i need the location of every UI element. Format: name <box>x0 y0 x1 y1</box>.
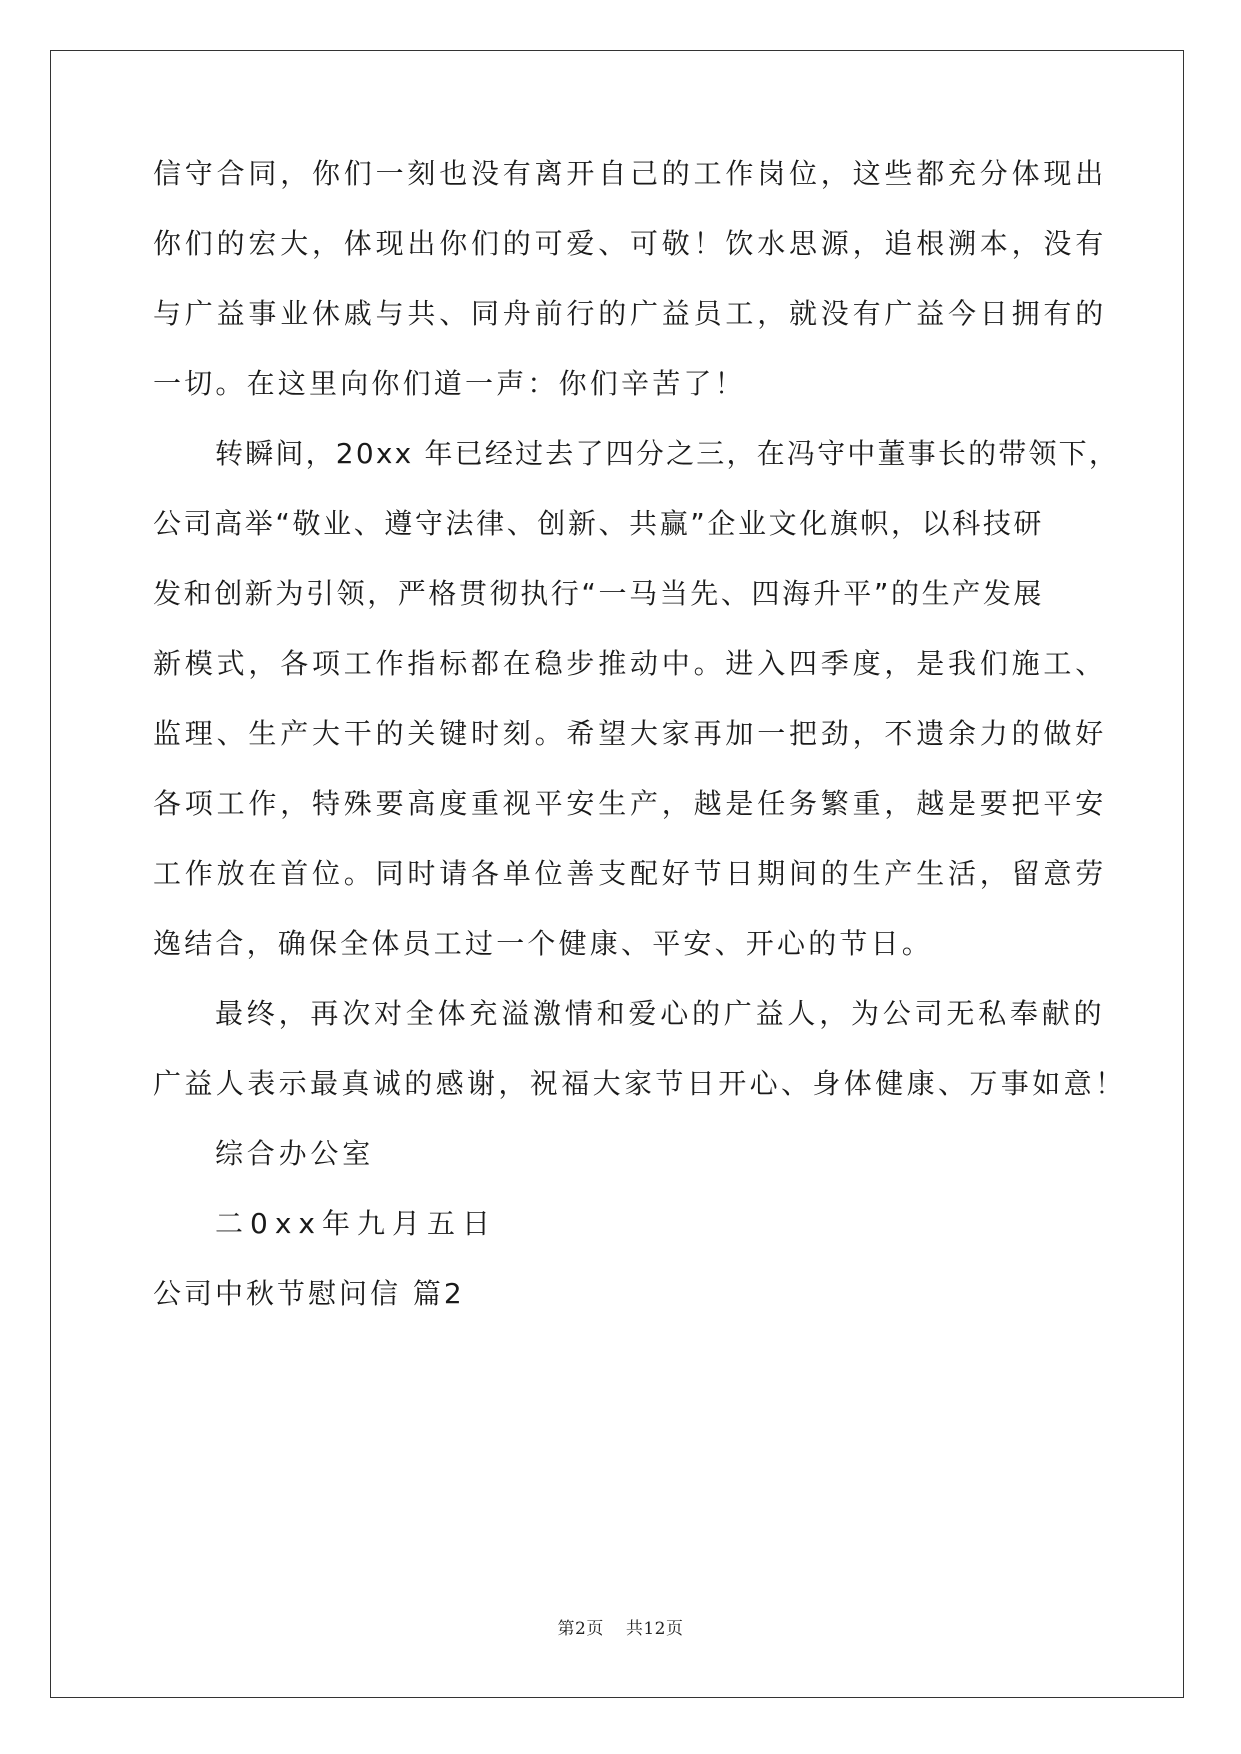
body-line-1: 信守合同，你们一刻也没有离开自己的工作岗位，这些都充分体现出 <box>153 157 1108 190</box>
signature-date: 二0xx年九月五日 <box>215 1207 497 1240</box>
body-line-13: 最终，再次对全体充溢激情和爱心的广益人，为公司无私奉献的 <box>215 997 1106 1030</box>
signature-department: 综合办公室 <box>215 1137 375 1170</box>
body-line-14: 广益人表示最真诚的感谢，祝福大家节日开心、身体健康、万事如意！ <box>153 1067 1127 1100</box>
body-line-5: 转瞬间，20xx 年已经过去了四分之三，在冯守中董事长的带领下， <box>215 437 1120 470</box>
body-line-7: 发和创新为引领，严格贯彻执行“一马当先、四海升平”的生产发展 <box>153 577 1045 610</box>
body-line-3: 与广益事业休戚与共、同舟前行的广益员工，就没有广益今日拥有的 <box>153 297 1108 330</box>
body-line-11: 工作放在首位。同时请各单位善支配好节日期间的生产生活，留意劳 <box>153 857 1108 890</box>
page-footer <box>0 1618 1241 1640</box>
body-line-8: 新模式，各项工作指标都在稳步推动中。进入四季度，是我们施工、 <box>153 647 1108 680</box>
body-line-12: 逸结合，确保全体员工过一个健康、平安、开心的节日。 <box>153 927 934 960</box>
page-total: 共12页 <box>625 1619 684 1639</box>
body-line-10: 各项工作，特殊要高度重视平安生产，越是任务繁重，越是要把平安 <box>153 787 1108 820</box>
body-line-2: 你们的宏大，体现出你们的可爱、可敬！饮水思源，追根溯本，没有 <box>153 227 1108 260</box>
body-line-6: 公司高举“敬业、遵守法律、创新、共赢”企业文化旗帜，以科技研 <box>153 507 1045 540</box>
page-number: 第2页 <box>557 1619 604 1639</box>
body-line-9: 监理、生产大干的关键时刻。希望大家再加一把劲，不遗余力的做好 <box>153 717 1108 750</box>
section-heading: 公司中秋节慰问信 篇2 <box>153 1277 465 1310</box>
body-line-4: 一切。在这里向你们道一声：你们辛苦了！ <box>153 367 746 400</box>
